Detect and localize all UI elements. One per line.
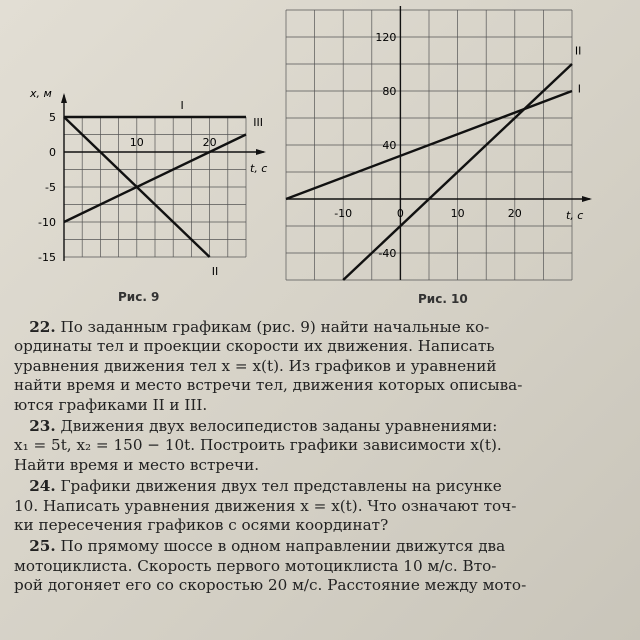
problem-number: 22. (29, 318, 56, 336)
problem-number: 24. (29, 477, 56, 496)
y-axis-label: x, м (30, 87, 52, 100)
x-axis-label: t, с (250, 162, 268, 175)
problem-line: По прямому шоссе в одном направлении движутся два (60, 537, 506, 556)
x-tick-label: 20 (507, 207, 522, 220)
problem-line: ются графиками II и III. (14, 395, 208, 414)
series-label: II (574, 44, 582, 58)
problem-line: Найти время и место встречи. (14, 455, 260, 474)
y-axis-arrow (61, 93, 67, 103)
problem-line: уравнения движения тел x = x(t). Из графиков и уравнений (14, 356, 497, 375)
problem-number: 23. (29, 417, 56, 436)
figure-9-chart (22, 82, 282, 282)
x-axis-arrow (256, 149, 266, 155)
y-tick-label: 80 (382, 85, 397, 98)
x-tick-label: -10 (334, 207, 353, 220)
y-tick-label: 40 (382, 139, 397, 152)
problem-line: 10. Написать уравнения движения x = x(t). Что означают точ- (14, 496, 517, 515)
x-tick-label: 10 (129, 136, 144, 149)
problem-line: Движения двух велосипедистов заданы уравнениями: (60, 417, 498, 436)
x-tick-label: 20 (202, 136, 217, 149)
problems-text (14, 318, 628, 598)
problem-line: мотоциклиста. Скорость первого мотоциклиста 10 м/с. Вто- (14, 556, 497, 575)
x-tick-label: 10 (450, 207, 465, 220)
problem-line: найти время и место встречи тел, движения которых описыва- (14, 376, 523, 395)
y-tick-label: 5 (49, 111, 56, 124)
figure-10-chart (284, 6, 614, 286)
figure-9-caption: Рис. 9 (118, 290, 160, 304)
x-axis-label: t, с (566, 209, 584, 222)
problem-line: ки пересечения графиков с осями координат? (14, 516, 389, 535)
y-tick-label: -5 (45, 181, 56, 194)
problem-line: По заданным графикам (рис. 9) найти начальные ко- (60, 318, 490, 336)
y-tick-label: 0 (49, 146, 56, 159)
series-label: I (577, 82, 581, 96)
problem-line: рой догоняет его со скоростью 20 м/с. Расстояние между мото- (14, 576, 527, 595)
series-label: III (253, 116, 264, 129)
x-axis-arrow (582, 196, 592, 202)
problem-23 (14, 417, 628, 475)
problem-24 (14, 477, 628, 535)
problem-line: Графики движения двух тел представлены на рисунке (60, 477, 502, 496)
problem-25 (14, 537, 628, 595)
y-tick-label: -15 (38, 251, 56, 264)
problem-number: 25. (29, 537, 56, 556)
y-tick-label: 120 (375, 31, 397, 44)
y-tick-label: -40 (378, 247, 397, 260)
problem-line: x₁ = 5t, x₂ = 150 − 10t. Построить графики зависимости x(t). (14, 436, 502, 455)
y-tick-label: -10 (38, 216, 56, 229)
figure-10-caption: Рис. 10 (418, 292, 468, 306)
problem-22 (14, 318, 628, 415)
series-label: II (211, 265, 219, 278)
series-label: I (180, 99, 184, 112)
x-tick-label: 0 (396, 207, 404, 220)
problem-line: ординаты тел и проекции скорости их движения. Написать (14, 337, 495, 356)
